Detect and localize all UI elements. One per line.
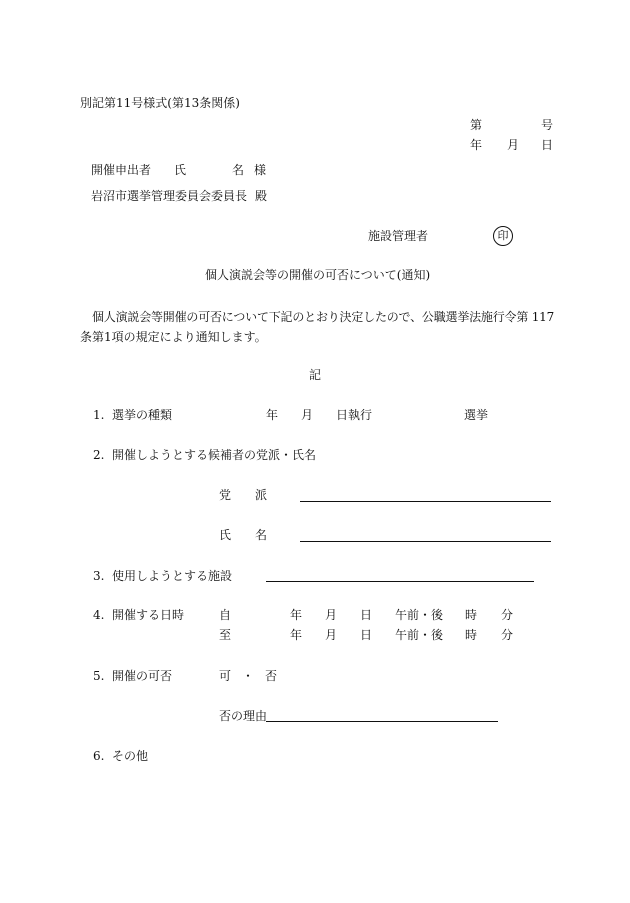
- from-hour: 時: [465, 608, 478, 622]
- party-label-2: 派: [255, 488, 268, 502]
- applicant-honorific: 様: [254, 163, 267, 177]
- item-5-number: 5.: [93, 669, 105, 683]
- item-6-label: その他: [112, 749, 149, 763]
- approve-option[interactable]: 可: [219, 669, 232, 683]
- number-prefix: 第: [470, 118, 483, 132]
- item-5-label: 開催の可否: [112, 669, 173, 683]
- item-2-label: 開催しようとする候補者の党派・氏名: [112, 448, 317, 462]
- item-2-number: 2.: [93, 448, 105, 462]
- item-4-label: 開催する日時: [112, 608, 185, 622]
- option-separator: ・: [242, 669, 255, 683]
- item-1-year: 年: [266, 408, 279, 422]
- facility-manager-label: 施設管理者: [368, 229, 429, 243]
- to-ampm: 午前・後: [395, 628, 444, 642]
- rejection-reason-label: 否の理由: [219, 709, 268, 723]
- to-hour: 時: [465, 628, 478, 642]
- item-4-number: 4.: [93, 608, 105, 622]
- committee-honorific: 殿: [255, 189, 268, 203]
- item-1-label: 選挙の種類: [112, 408, 173, 422]
- from-ampm: 午前・後: [395, 608, 444, 622]
- date-month: 月: [507, 138, 520, 152]
- item-1-number: 1.: [93, 408, 105, 422]
- party-label-1: 党: [219, 488, 232, 502]
- candidate-name-field[interactable]: [300, 541, 551, 542]
- rejection-reason-field[interactable]: [266, 721, 498, 722]
- body-line-1: 個人演説会等開催の可否について下記のとおり決定したので、公職選挙法施行令第 117: [92, 310, 555, 324]
- facility-field[interactable]: [266, 581, 534, 582]
- to-minute: 分: [501, 628, 514, 642]
- item-1-suffix: 選挙: [464, 408, 489, 422]
- to-year: 年: [290, 628, 303, 642]
- item-1-month: 月: [301, 408, 314, 422]
- date-year: 年: [470, 138, 483, 152]
- committee-name: 岩沼市選挙管理委員会委員長: [91, 189, 248, 203]
- from-day: 日: [360, 608, 373, 622]
- candidate-name-label-1: 氏: [219, 528, 232, 542]
- item-1-day: 日執行: [336, 408, 373, 422]
- item-3-label: 使用しようとする施設: [112, 569, 233, 583]
- to-label: 至: [219, 628, 232, 642]
- from-minute: 分: [501, 608, 514, 622]
- party-field[interactable]: [300, 501, 551, 502]
- applicant-label: 開催申出者: [91, 163, 152, 177]
- number-suffix: 号: [541, 118, 554, 132]
- seal-mark: 印: [493, 226, 513, 246]
- from-year: 年: [290, 608, 303, 622]
- from-label: 自: [219, 608, 232, 622]
- body-line-2: 条第1項の規定により通知します。: [80, 330, 267, 344]
- applicant-name-1: 氏: [174, 163, 187, 177]
- to-month: 月: [325, 628, 338, 642]
- item-3-number: 3.: [93, 569, 105, 583]
- document-title: 個人演説会等の開催の可否について(通知): [205, 268, 431, 282]
- from-month: 月: [325, 608, 338, 622]
- candidate-name-label-2: 名: [255, 528, 268, 542]
- to-day: 日: [360, 628, 373, 642]
- date-day: 日: [541, 138, 554, 152]
- reject-option[interactable]: 否: [265, 669, 278, 683]
- form-label: 別記第11号様式(第13条関係): [80, 96, 240, 110]
- item-6-number: 6.: [93, 749, 105, 763]
- applicant-name-2: 名: [232, 163, 245, 177]
- ki-heading: 記: [309, 368, 322, 382]
